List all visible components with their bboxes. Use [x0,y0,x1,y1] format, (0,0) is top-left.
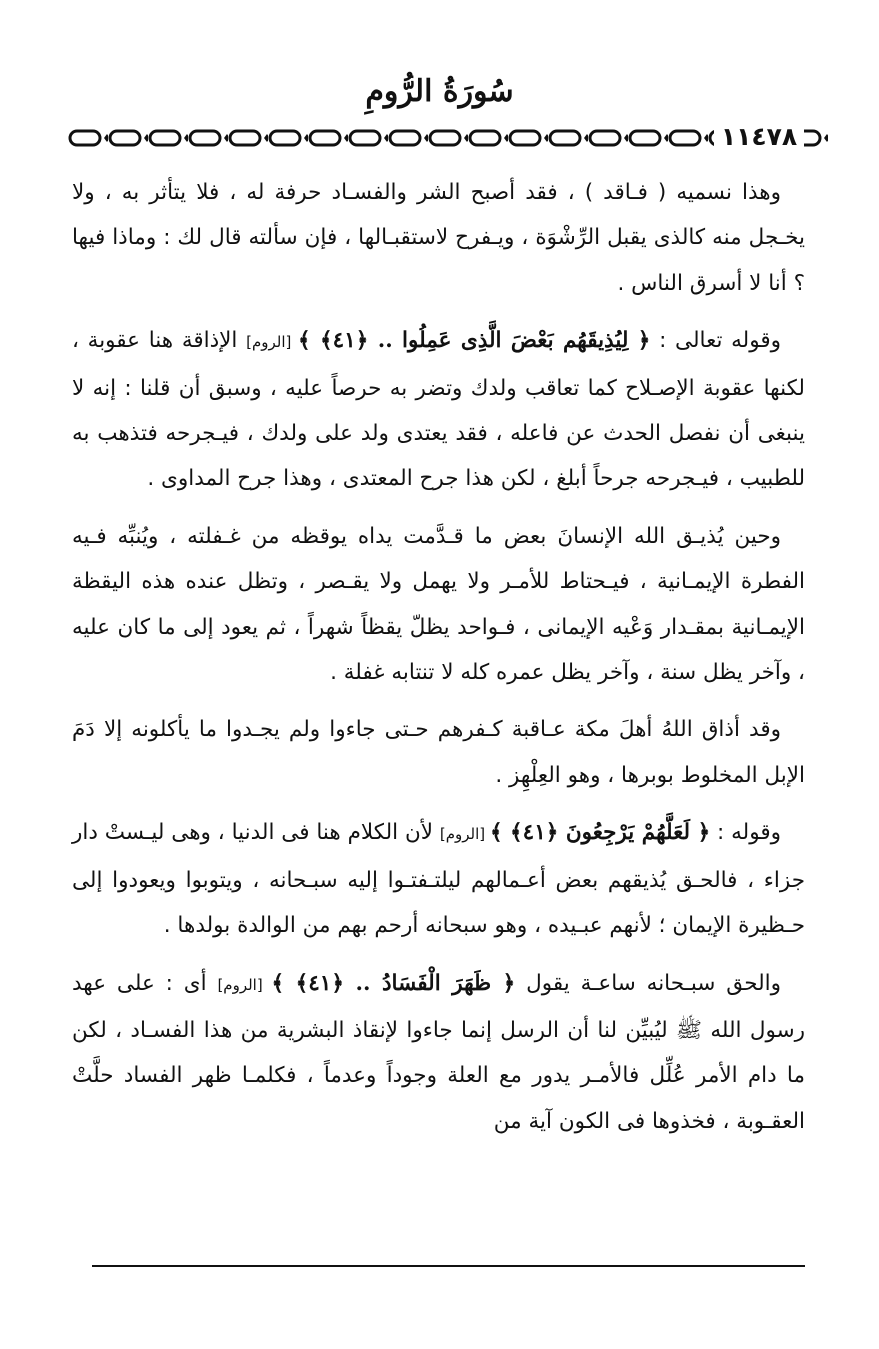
paragraph [72,170,805,306]
surah-reference: [الروم] [246,333,299,352]
paragraph-text: وقد أذاق اللهُ أهلَ مكة عـاقبة كـفرهم حـتى جاءوا ولم يجـدوا ما يأكلونه إلا دَمَ الإبل المخلوط بوبرها ، وهو العِلْهِز . [72,717,805,788]
paragraph-text: وقوله تعالى : [650,328,781,354]
paragraph [72,707,805,798]
surah-reference: [الروم] [217,975,272,994]
paragraph [72,810,805,948]
quran-verse: ﴿ لِيُذِيقَهُم بَعْضَ الَّذِى عَمِلُوا .. ﴿٤١﴾ ﴾ [298,328,651,354]
paragraph-text: وحين يُذيـق الله الإنسانَ بعض ما قـدَّمت يداه يوقظه من غـفلته ، ويُنبِّه فـيه الفطرة الإيمـانية ، فيـحتاط للأمـر ولا يهمل ولا يقـصر ، وتظل عنده هذه اليقظة الإيمـانية بمقـدار وَعْيه الإيمانى ، فـواحد يظلّ يقظاً شهراً ، ثم يعود إلى ما كان عليه ، وآخر يظل سنة ، وآخر يظل عمره كله لا تنتابه غفلة . [72,523,805,686]
paragraph-text: الإذاقة هنا عقوبة ، لكنها عقوبة الإصـلاح كما تعاقب ولدك وتضر به حرصاً عليه ، وسبق أن قلنا : إنه لا ينبغى أن نفصل الحدث عن فاعله ، فقد يعتدى ولد على ولدك ، فيـجرحه فتذهب به للطبيب ، فيـجرحه جرحاً أبلغ ، لكن هذا جرح المعتدى ، وهذا جرح المداوى . [72,328,805,492]
surah-title: سُورَةُ الرُّومِ [365,74,514,109]
paragraph-text: أى : على عهد رسول الله ﷺ ليُبيِّن لنا أن الرسل إنما جاءوا لإنقاذ البشرية من هذا الفسـاد ، لكن ما دام الأمر عُلِّل فالأمـر يدور مع العلة وجوداً وعدماً ، فكلمـا ظهر الفساد حلَّتْ العقـوبة ، فخذوها فى الكون آية من [72,970,805,1134]
paragraph [72,318,805,502]
page-number: ١١٤٧٨ [714,122,804,152]
surah-reference: [الروم] [439,825,490,844]
quran-verse: ﴿ ظَهَرَ الْفَسَادُ .. ﴿٤١﴾ ﴾ [271,970,516,996]
paragraph-text: لأن الكلام هنا فى الدنيا ، وهى ليـستْ دار جزاء ، فالحـق يُذيقهم بعض أعـمالهم ليلتـفتـوا إليه سبـحانه ، ويتوبوا ويعودوا إلى حـظيرة الإيمان ؛ لأنهم عبـيده ، وهو سبحانه أرحم بهم من الوالدة بولدها . [72,820,805,939]
paragraph [72,961,805,1145]
body-text [72,170,805,1156]
paragraph-text: والحق سبـحانه ساعـة يقول [515,970,782,996]
paragraph-text: وقوله : [710,820,781,846]
quran-verse: ﴿ لَعَلَّهُمْ يَرْجِعُونَ ﴿٤١﴾ ﴾ [489,820,711,846]
paragraph [72,514,805,696]
paragraph-text: وهذا نسميه ( فـاقد ) ، فقد أصبح الشر والفسـاد حرفة له ، فلا يتأثر به ، ولا يخـجل منه كالذى يقبل الرِّشْوَة ، ويـفرح لاستقبـالها ، فإن سألته قال لك : وماذا فيها ؟ أنا لا أسرق الناس . [72,180,805,296]
footer-divider [92,1265,805,1267]
